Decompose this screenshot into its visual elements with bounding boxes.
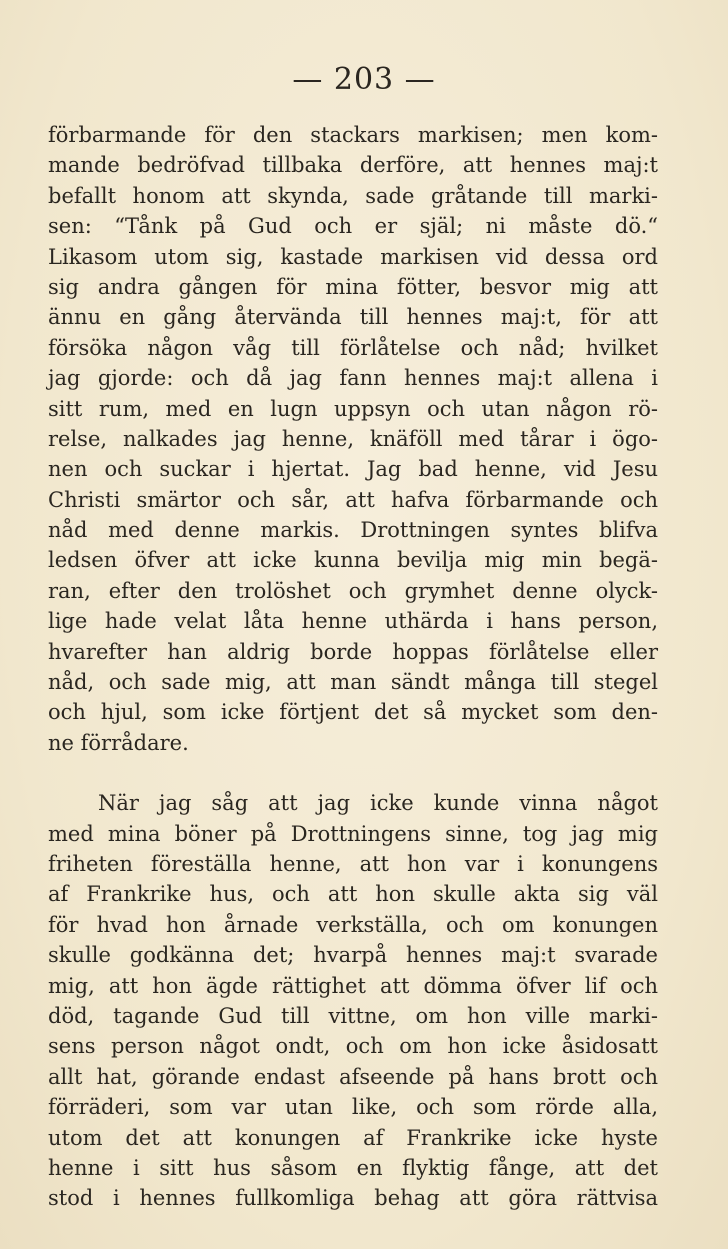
text-line: mig, att hon ägde rättighet att dömma öfver lif och (48, 973, 658, 998)
text-line: Christi smärtor och sår, att hafva förbarmande och (48, 487, 658, 512)
paragraph-gap (48, 758, 658, 788)
paragraph-1 (48, 120, 658, 758)
text-line: skulle godkänna det; hvarpå hennes maj:t svarade (48, 943, 658, 968)
text-line: nåd, och sade mig, att man sändt många till stegel (48, 670, 658, 695)
text-line: förbarmande för den stackars markisen; men kom- (48, 123, 658, 147)
text-line: nåd med denne markis. Drottningen syntes blifva (48, 518, 658, 543)
text-line: lige hade velat låta henne uthärda i hans person, (48, 609, 658, 634)
text-line: relse, nalkades jag henne, knäföll med tårar i ögo- (48, 426, 658, 451)
text-line: Likasom utom sig, kastade markisen vid dessa ord (48, 244, 658, 269)
text-line: ran, efter den trolöshet och grymhet denne olyck- (48, 578, 658, 603)
text-line: död, tagande Gud till vittne, om hon ville marki- (48, 1003, 658, 1028)
text-line: ne förrådare. (48, 730, 189, 755)
text-line: försöka någon våg till förlåtelse och nåd; hvilket (48, 335, 658, 360)
text-line: utom det att konungen af Frankrike icke hyste (48, 1125, 658, 1150)
text-line: med mina böner på Drottningens sinne, tog jag mig (48, 821, 658, 846)
text-line: jag gjorde: och då jag fann hennes maj:t allena i (48, 366, 658, 391)
text-line: allt hat, görande endast afseende på hans brott och (48, 1064, 658, 1089)
text-line: När jag såg att jag icke kunde vinna något (98, 791, 658, 816)
text-line: stod i hennes fullkomliga behag att göra rättvisa (48, 1186, 658, 1211)
text-line: hvarefter han aldrig borde hoppas förlåtelse eller (48, 639, 658, 664)
body-text (48, 120, 658, 1214)
text-line: befallt honom att skynda, sade gråtande till marki- (48, 183, 658, 208)
text-line: sens person något ondt, och om hon icke åsidosatt (48, 1034, 658, 1059)
paragraph-2 (48, 788, 658, 1213)
text-line: friheten föreställa henne, att hon var i konungens (48, 851, 658, 876)
text-line: ledsen öfver att icke kunna bevilja mig min begä- (48, 548, 658, 573)
text-line: henne i sitt hus såsom en flyktig fånge, att det (48, 1155, 658, 1180)
text-line: ännu en gång återvända till hennes maj:t, för att (48, 305, 658, 330)
text-line: mande bedröfvad tillbaka derföre, att hennes maj:t (48, 153, 658, 178)
text-line: och hjul, som icke förtjent det så mycket som den- (48, 700, 658, 725)
text-line: af Frankrike hus, och att hon skulle akta sig väl (48, 882, 658, 907)
text-line: sig andra gången för mina fötter, besvor mig att (48, 274, 658, 299)
text-line: sitt rum, med en lugn uppsyn och utan någon rö- (48, 396, 658, 421)
text-line: nen och suckar i hjertat. Jag bad henne, vid Jesu (48, 457, 658, 482)
text-line: för hvad hon årnade verkställa, och om konungen (48, 912, 658, 937)
text-line: förräderi, som var utan like, och som rörde alla, (48, 1095, 658, 1120)
page-number-header: — 203 — (292, 62, 436, 97)
text-line: sen: “Tånk på Gud och er själ; ni måste dö.“ (48, 214, 658, 239)
